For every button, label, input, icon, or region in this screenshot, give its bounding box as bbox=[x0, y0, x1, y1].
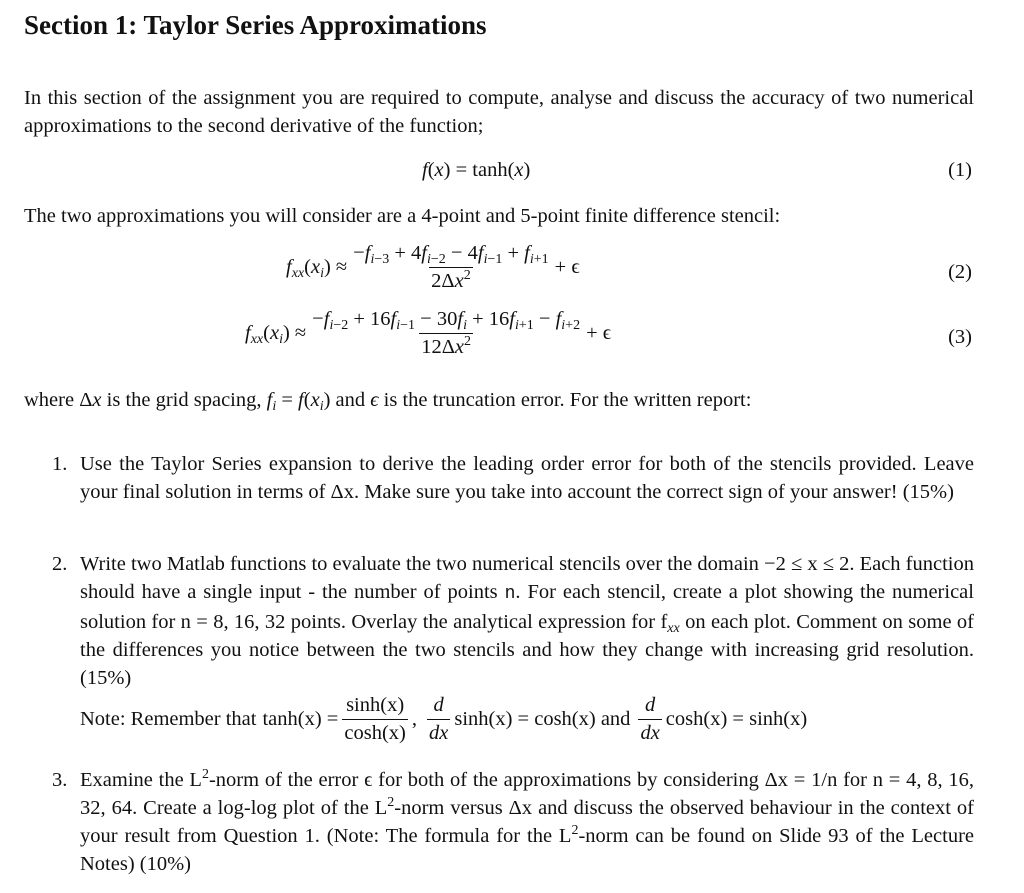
equation-1: f(x) = tanh(x) bbox=[422, 159, 531, 181]
code-n: n bbox=[504, 584, 516, 604]
note-derivative-1: $\frac{d}{dx}$ bbox=[428, 694, 449, 744]
equation-2-tail: + ϵ bbox=[554, 256, 580, 278]
section-title: Section 1: Taylor Series Approximations bbox=[24, 10, 487, 40]
equation-3: $f_{xx}(x_i)$ ≈ $\frac{-f_{i-2} + 16f_{i-1} - 30f_i + 16f_{i+1} - f_{i+2}}{12\Delta x^2}$ + ϵ bbox=[245, 308, 612, 358]
task-2-text: Write two Matlab functions to evaluate the two numerical stencils over the domain −2 ≤ x ≤ 2. Each function should have a single input - the number of points n. For each stencil, create a plot showing the numerical solution for n = 8, 16, 32 points. Overlay the analytical expression for $f_{xx}$ on each plot. Comment on some of the differences you notice between the two stencils and how they change with increasing grid resolution. (15%) bbox=[80, 553, 974, 689]
equation-2: $f_{xx}(x_i)$ ≈ $\frac{-f_{i-3} + 4f_{i-2} - 4f_{i-1} + f_{i+1}}{2\Delta x^2}$ + ϵ bbox=[286, 242, 580, 292]
task-1-text: Use the Taylor Series expansion to derive the leading order error for both of the stencils provided. Leave your final solution in terms of Δx. Make sure you take into account the correct sign of your answer! (15%) bbox=[80, 453, 974, 503]
note-derivative-2: $\frac{d}{dx}$ bbox=[640, 694, 660, 744]
task-2-number: 2. bbox=[52, 553, 68, 575]
equation-2-fraction: $\frac{-f_{i-3} + 4f_{i-2} - 4f_{i-1} + f_{i+1}}{2\Delta x^2}$ bbox=[353, 242, 549, 292]
task-1-number: 1. bbox=[52, 453, 68, 475]
task-1 bbox=[52, 450, 974, 506]
task-3-number: 3. bbox=[52, 769, 68, 791]
equation-2-number: (2) bbox=[948, 261, 972, 283]
task-2-note: Note: Remember that tanh(x) = $\frac{\sinh(x)}{\cosh(x)}$ , $\frac{d}{dx}$ sinh(x) = cosh(x) and $\frac{d}{dx}$ cosh(x) = sinh(x) bbox=[80, 694, 808, 744]
equation-1-number: (1) bbox=[948, 159, 972, 181]
task-2 bbox=[52, 550, 974, 692]
where-line: where Δx is the grid spacing, $f_i = f(x_i)$ and ϵ is the truncation error. For the written report: bbox=[24, 389, 752, 414]
equation-3-number: (3) bbox=[948, 326, 972, 348]
stencil-intro: The two approximations you will consider are a 4-point and 5-point finite difference stencil: bbox=[24, 205, 781, 227]
note-fraction: $\frac{\sinh(x)}{\cosh(x)}$ bbox=[344, 694, 406, 744]
task-3 bbox=[52, 766, 974, 878]
intro-paragraph: In this section of the assignment you are required to compute, analyse and discuss the accuracy of two numerical approximations to the second derivative of the function; bbox=[24, 87, 974, 137]
task-3-text: Examine the $L^2$-norm of the error ϵ for both of the approximations by considering Δx = 1/n for n = 4, 8, 16, 32, 64. Create a log-log plot of the $L^2$-norm versus Δx and discuss the observed behaviour in the context of your result from Question 1. (Note: The formula for the $L^2$-norm can be found on Slide 93 of the Lecture Notes) (10%) bbox=[80, 767, 974, 875]
equation-3-fraction: $\frac{-f_{i-2} + 16f_{i-1} - 30f_i + 16f_{i+1} - f_{i+2}}{12\Delta x^2}$ bbox=[312, 308, 581, 358]
equation-3-tail: + ϵ bbox=[586, 322, 612, 344]
